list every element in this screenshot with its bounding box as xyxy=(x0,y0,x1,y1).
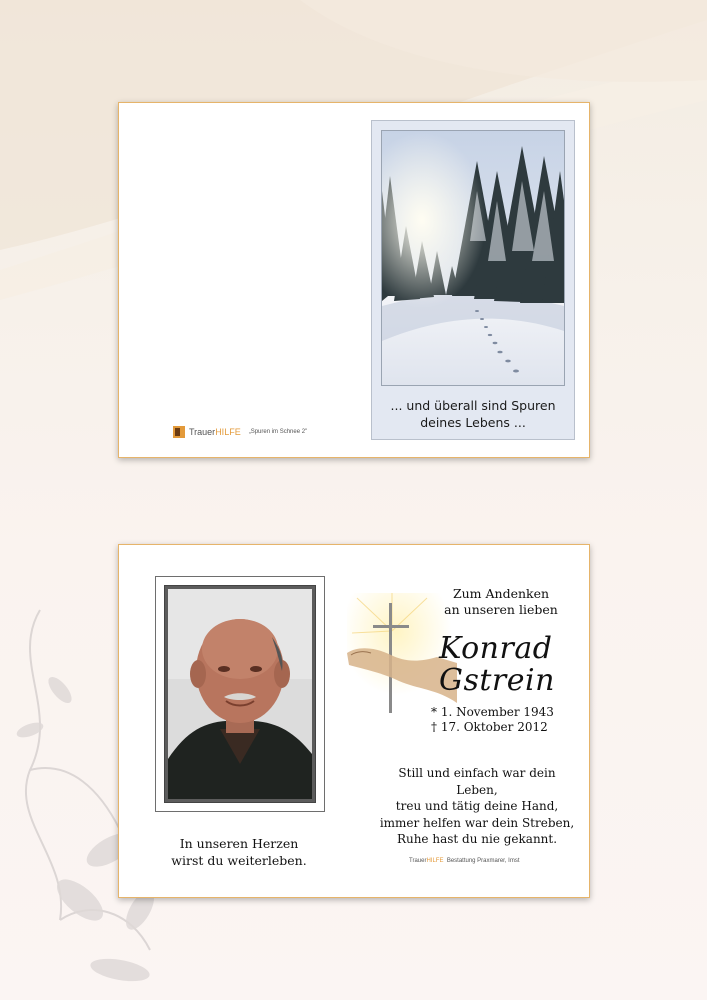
card-inside xyxy=(118,544,590,898)
death-date: † 17. Oktober 2012 xyxy=(431,720,548,734)
portrait-photo xyxy=(168,589,312,799)
front-caption xyxy=(372,397,574,431)
card-front xyxy=(118,102,590,458)
poem-line: Ruhe hast du nie gekannt. xyxy=(396,832,558,846)
brand-name: TrauerHILFE xyxy=(189,427,241,437)
brand-subtitle: „Spuren im Schnee 2" xyxy=(248,429,308,435)
remembrance-text xyxy=(155,835,323,869)
life-dates xyxy=(431,705,554,735)
intro-line2: an unseren lieben xyxy=(444,602,558,617)
intro-text xyxy=(401,586,601,618)
poem-line: Still und einfach war dein Leben, xyxy=(398,766,556,797)
deceased-first-name: Konrad xyxy=(439,631,553,666)
portrait-mat xyxy=(164,585,316,803)
funeral-home-credit: TrauerHILFE Bestattung Praxmarer, Imst xyxy=(409,858,520,864)
front-caption-line1: ... und überall sind Spuren xyxy=(390,398,556,413)
intro-line1: Zum Andenken xyxy=(452,586,550,601)
front-caption-line2: deines Lebens ... xyxy=(420,415,526,430)
poem-line: immer helfen war dein Streben, xyxy=(379,815,575,830)
remembrance-line2: wirst du weiterleben. xyxy=(171,853,307,868)
brand-mark xyxy=(173,426,307,438)
remembrance-line1: In unseren Herzen xyxy=(179,836,299,851)
poem-line: treu und tätig deine Hand, xyxy=(395,799,559,813)
brand-logo-icon xyxy=(173,426,185,438)
deceased-last-name: Gstrein xyxy=(439,663,555,698)
portrait-frame xyxy=(155,576,325,812)
winter-forest-photo xyxy=(381,130,565,386)
front-image-panel xyxy=(371,120,575,440)
memorial-poem xyxy=(377,765,577,848)
birth-date: * 1. November 1943 xyxy=(431,705,554,719)
